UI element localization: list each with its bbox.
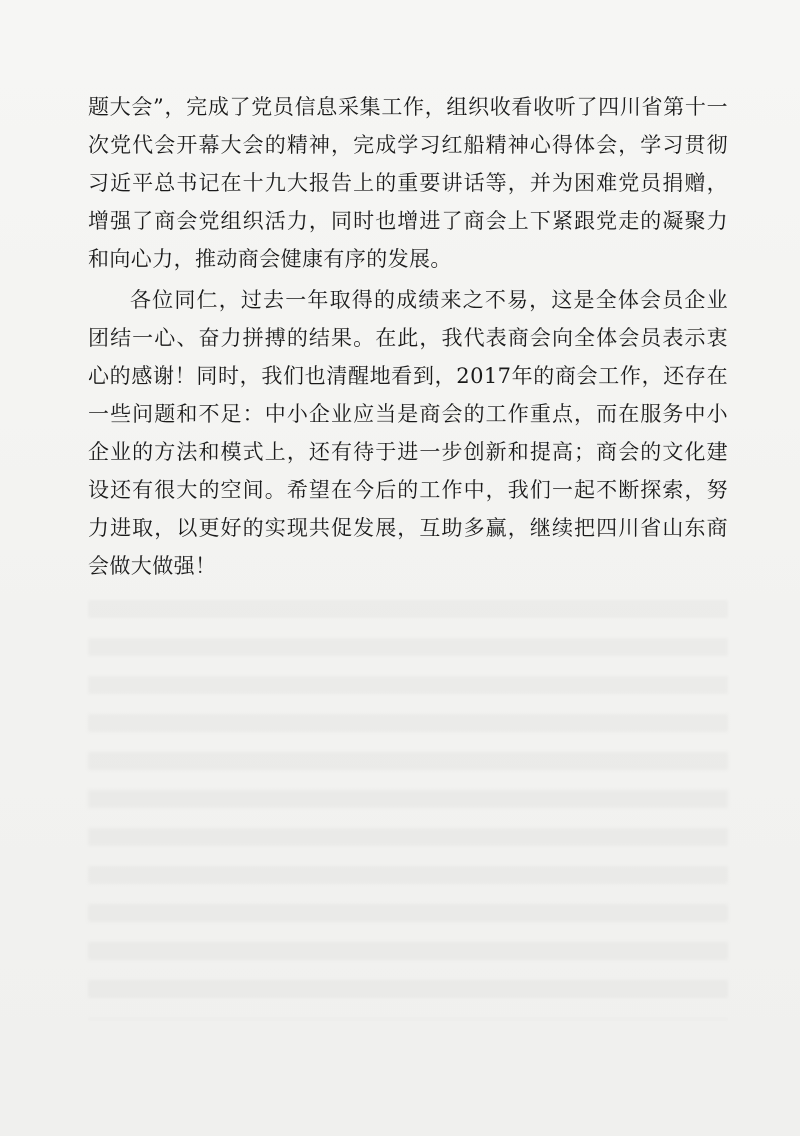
show-through-texture	[88, 600, 728, 1020]
document-body	[88, 88, 728, 585]
paragraph-2: 各位同仁，过去一年取得的成绩来之不易，这是全体会员企业团结一心、奋力拼搏的结果。在此，我代表商会向全体会员表示衷心的感谢！同时，我们也清醒地看到，2017年的商会工作，还存在一些问题和不足：中小企业应当是商会的工作重点，而在服务中小企业的方法和模式上，还有待于进一步创新和提高；商会的文化建设还有很大的空间。希望在今后的工作中，我们一起不断探索，努力进取，以更好的实现共促发展，互助多赢，继续把四川省山东商会做大做强！	[88, 288, 728, 578]
paragraph-1: 题大会”，完成了党员信息采集工作，组织收看收听了四川省第十一次党代会开幕大会的精神，完成学习红船精神心得体会，学习贯彻习近平总书记在十九大报告上的重要讲话等，并为困难党员捐赠，增强了商会党组织活力，同时也增进了商会上下紧跟党走的凝聚力和向心力，推动商会健康有序的发展。	[88, 95, 728, 271]
